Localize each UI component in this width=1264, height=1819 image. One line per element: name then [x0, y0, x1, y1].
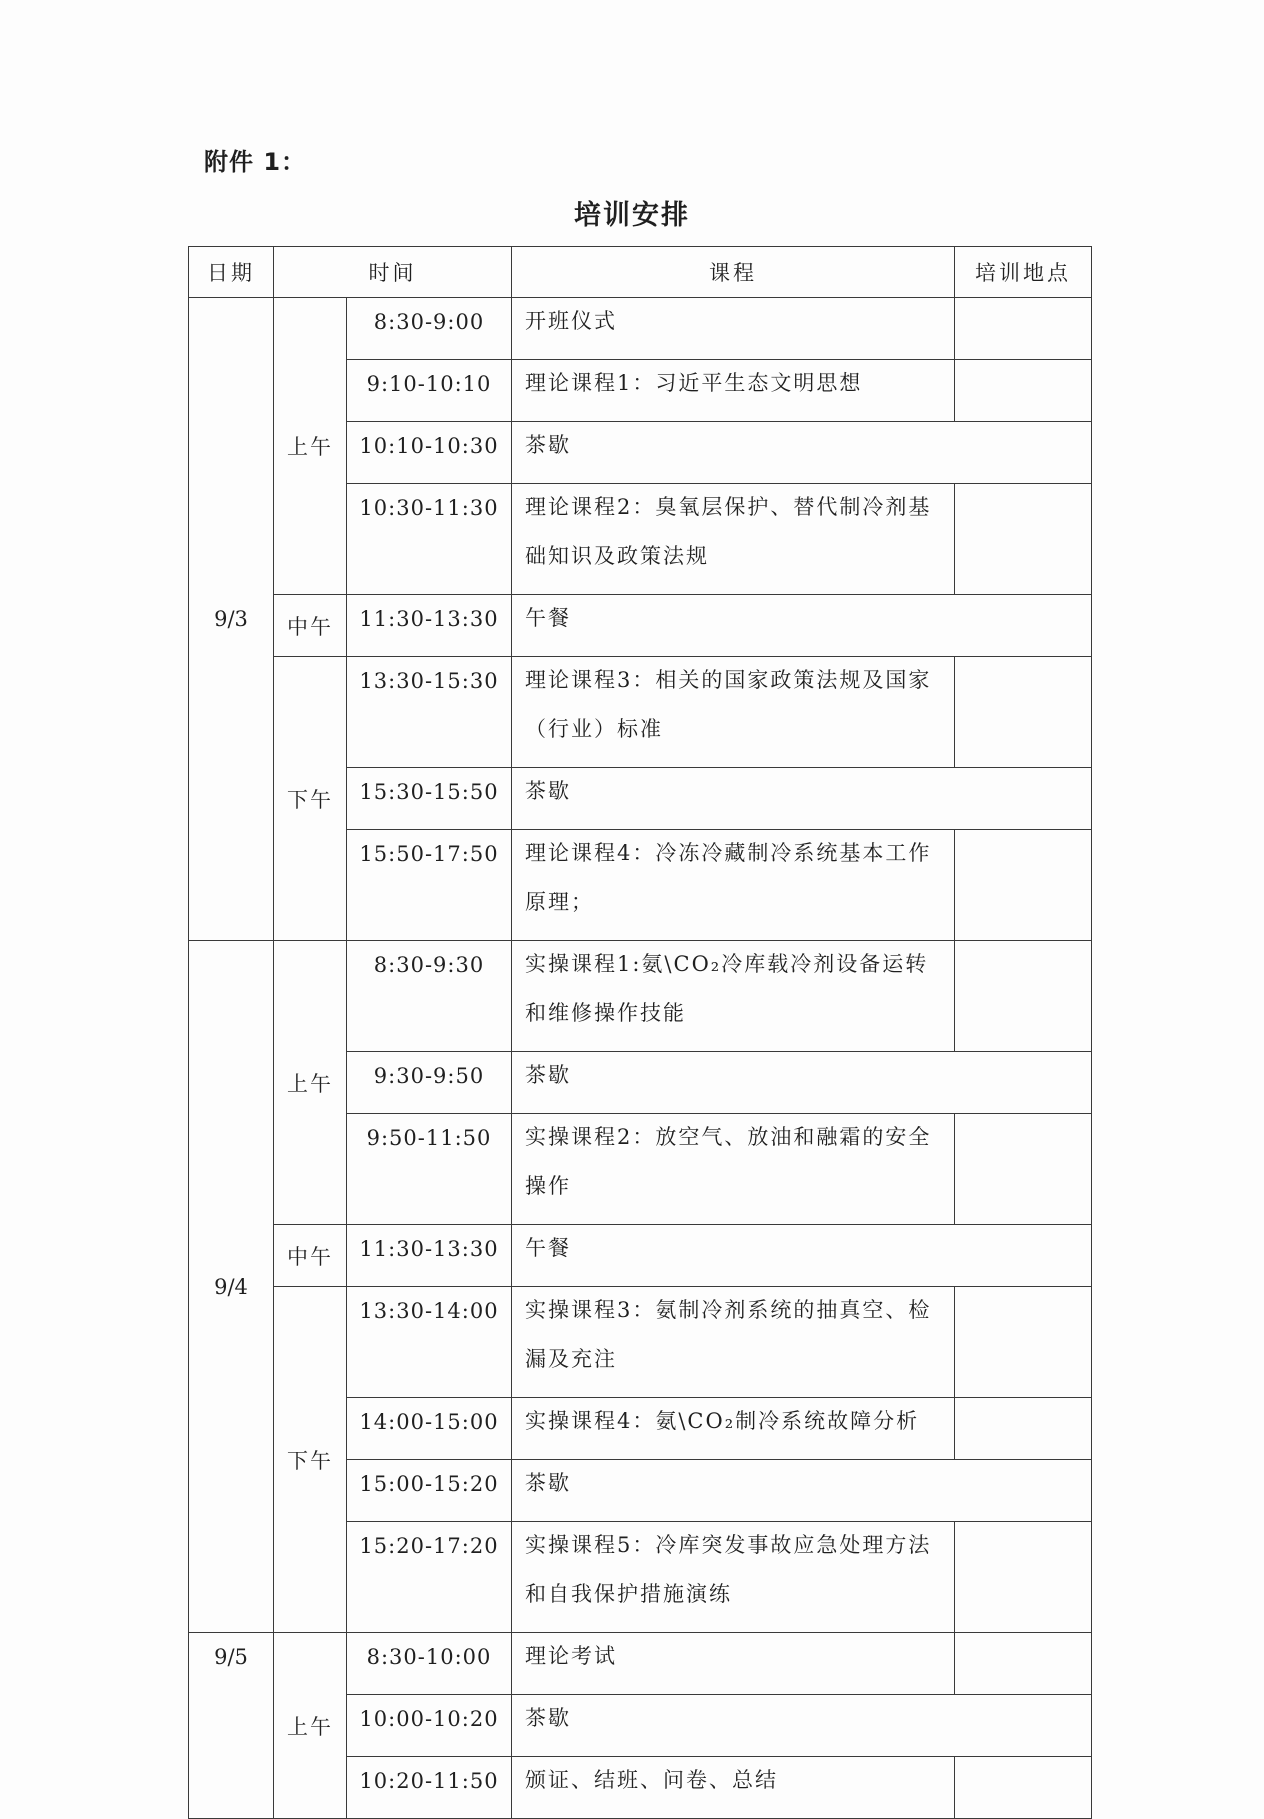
course-cell — [512, 830, 955, 941]
time-cell: 11:30-13:30 — [347, 595, 512, 657]
course-text: 实操课程2：放空气、放油和融霜的安全操作 — [525, 1125, 932, 1198]
header-time: 时间 — [274, 247, 512, 298]
course-cell — [512, 657, 955, 768]
course-text: 实操课程1:氨\CO₂冷库载冷剂设备运转和维修操作技能 — [525, 952, 929, 1025]
date-cell: 9/5 — [189, 1633, 274, 1819]
location-cell — [955, 484, 1092, 595]
training-schedule-table — [188, 246, 1092, 1819]
course-cell — [512, 1757, 955, 1819]
location-cell — [955, 941, 1092, 1052]
header-location: 培训地点 — [955, 247, 1092, 298]
course-cell — [512, 768, 1092, 830]
course-text: 午餐 — [525, 1236, 571, 1260]
course-cell — [512, 1398, 955, 1460]
header-date: 日期 — [189, 247, 274, 298]
table-row — [189, 941, 1092, 1052]
period-cell: 下午 — [274, 1287, 347, 1633]
time-cell: 9:10-10:10 — [347, 360, 512, 422]
table-row — [189, 657, 1092, 768]
period-cell: 上午 — [274, 941, 347, 1225]
time-cell: 14:00-15:00 — [347, 1398, 512, 1460]
location-cell — [955, 830, 1092, 941]
course-text: 实操课程4：氨\CO₂制冷系统故障分析 — [525, 1409, 920, 1433]
course-cell — [512, 1225, 1092, 1287]
course-text: 午餐 — [525, 606, 571, 630]
time-cell: 10:20-11:50 — [347, 1757, 512, 1819]
course-cell — [512, 484, 955, 595]
location-cell — [955, 1757, 1092, 1819]
course-cell — [512, 422, 1092, 484]
course-text: 实操课程5：冷库突发事故应急处理方法和自我保护措施演练 — [525, 1533, 932, 1606]
course-cell — [512, 1633, 955, 1695]
table-row — [189, 595, 1092, 657]
time-cell: 8:30-10:00 — [347, 1633, 512, 1695]
course-text: 茶歇 — [525, 1706, 571, 1730]
course-text: 理论课程4：冷冻冷藏制冷系统基本工作原理； — [525, 841, 932, 914]
time-cell: 13:30-14:00 — [347, 1287, 512, 1398]
course-text: 理论课程1：习近平生态文明思想 — [525, 371, 863, 395]
course-cell — [512, 1695, 1092, 1757]
table-row — [189, 1633, 1092, 1695]
course-text: 理论课程3：相关的国家政策法规及国家（行业）标准 — [525, 668, 932, 741]
course-text: 茶歇 — [525, 1471, 571, 1495]
time-cell: 10:30-11:30 — [347, 484, 512, 595]
location-cell — [955, 1287, 1092, 1398]
time-cell: 9:50-11:50 — [347, 1114, 512, 1225]
course-text: 实操课程3：氨制冷剂系统的抽真空、检漏及充注 — [525, 1298, 932, 1371]
time-cell: 9:30-9:50 — [347, 1052, 512, 1114]
table-row — [189, 298, 1092, 360]
attachment-label: 附件 1： — [204, 148, 307, 176]
course-cell — [512, 1114, 955, 1225]
location-cell — [955, 657, 1092, 768]
course-cell — [512, 595, 1092, 657]
course-cell — [512, 298, 955, 360]
course-cell — [512, 1287, 955, 1398]
time-cell: 15:20-17:20 — [347, 1522, 512, 1633]
location-cell — [955, 1633, 1092, 1695]
location-cell — [955, 360, 1092, 422]
course-text: 茶歇 — [525, 433, 571, 457]
location-cell — [955, 1114, 1092, 1225]
time-cell: 15:00-15:20 — [347, 1460, 512, 1522]
time-cell: 11:30-13:30 — [347, 1225, 512, 1287]
time-cell: 15:30-15:50 — [347, 768, 512, 830]
table-header-row — [189, 247, 1092, 298]
period-cell: 中午 — [274, 595, 347, 657]
table-row — [189, 1225, 1092, 1287]
course-cell — [512, 1052, 1092, 1114]
course-cell — [512, 360, 955, 422]
course-cell — [512, 1522, 955, 1633]
document-title: 培训安排 — [574, 200, 690, 231]
location-cell — [955, 1522, 1092, 1633]
time-cell: 10:00-10:20 — [347, 1695, 512, 1757]
time-cell: 15:50-17:50 — [347, 830, 512, 941]
course-text: 理论课程2：臭氧层保护、替代制冷剂基础知识及政策法规 — [525, 495, 932, 568]
date-cell: 9/3 — [189, 298, 274, 941]
course-text: 茶歇 — [525, 779, 571, 803]
course-text: 茶歇 — [525, 1063, 571, 1087]
time-cell: 8:30-9:30 — [347, 941, 512, 1052]
time-cell: 10:10-10:30 — [347, 422, 512, 484]
period-cell: 上午 — [274, 1633, 347, 1819]
course-text: 理论考试 — [525, 1644, 617, 1668]
time-cell: 13:30-15:30 — [347, 657, 512, 768]
location-cell — [955, 1398, 1092, 1460]
date-cell: 9/4 — [189, 941, 274, 1633]
course-cell — [512, 941, 955, 1052]
time-cell: 8:30-9:00 — [347, 298, 512, 360]
table-row — [189, 1287, 1092, 1398]
location-cell — [955, 298, 1092, 360]
course-cell — [512, 1460, 1092, 1522]
course-text: 颁证、结班、问卷、总结 — [525, 1768, 778, 1792]
header-course: 课程 — [512, 247, 955, 298]
period-cell: 上午 — [274, 298, 347, 595]
period-cell: 下午 — [274, 657, 347, 941]
course-text: 开班仪式 — [525, 309, 617, 333]
period-cell: 中午 — [274, 1225, 347, 1287]
